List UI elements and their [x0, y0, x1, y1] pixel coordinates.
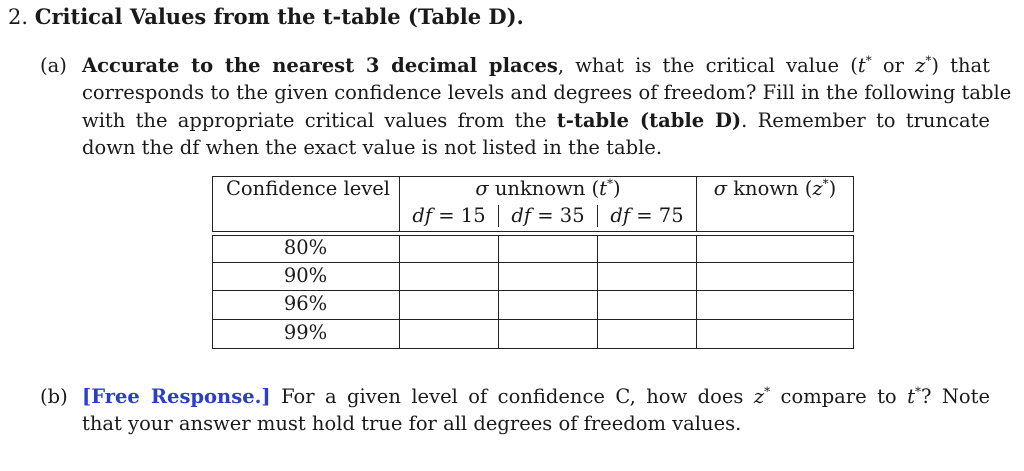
z-star-symbol: z [812, 177, 823, 200]
df-var: df [610, 204, 631, 227]
sigma-symbol: σ [475, 177, 489, 200]
df-var: df [412, 204, 433, 227]
known-text: known ( [727, 177, 813, 200]
star-sup: * [865, 53, 872, 68]
table-rule [696, 235, 697, 349]
star-sup: * [607, 176, 614, 191]
question-heading [8, 3, 524, 31]
row-label-99: 99% [283, 321, 328, 344]
t-star-symbol: t [599, 177, 608, 200]
unknown-text: unknown ( [488, 177, 600, 200]
critical-values-table [212, 176, 854, 349]
sigma-symbol: σ [713, 177, 728, 200]
z-star-symbol: z [753, 385, 765, 408]
df-value: = 15 [438, 204, 486, 227]
t-star-symbol: t [907, 385, 915, 408]
df-var: df [511, 204, 532, 227]
close-paren: ) [613, 177, 621, 200]
df-header-35 [499, 204, 597, 228]
header-sigma-unknown [400, 177, 696, 201]
part-a [40, 52, 1012, 161]
part-a-line1-rest: , what is the critical value ( [557, 54, 858, 77]
compare-text: compare to [770, 385, 908, 408]
part-b [40, 383, 990, 438]
df-value: = 75 [636, 204, 684, 227]
free-response-link[interactable]: [Free Response.] [82, 385, 271, 408]
part-a-line-2: corresponds to the given confidence levels and degrees of freedom? Fill in the following table [82, 81, 1012, 105]
close-paren: ) [828, 177, 837, 200]
row-label-90: 90% [283, 264, 328, 287]
that-text: ) that [931, 54, 990, 77]
part-b-text: For a given level of confidence C, how does [270, 385, 754, 408]
table-rule [498, 235, 499, 349]
part-a-line-4: down the df when the exact value is not listed in the table. [82, 135, 663, 159]
part-a-line-1 [40, 52, 990, 79]
part-b-line-2: that your answer must hold true for all degrees of freedom values. [82, 412, 742, 436]
star-sup: * [914, 384, 921, 399]
df-value: = 35 [537, 204, 585, 227]
line3-end: . Remember to truncate [741, 108, 990, 132]
table-rule [853, 176, 854, 232]
z-star-symbol: z [915, 54, 926, 77]
part-a-bold-intro: Accurate to the nearest 3 decimal places [82, 54, 558, 77]
part-a-label: (a) [40, 54, 67, 77]
table-rule [212, 290, 854, 291]
question-title: Critical Values from the t-table (Table D). [34, 4, 524, 29]
table-rule [212, 262, 854, 263]
or-text: or [871, 54, 916, 77]
note-text: ? Note [920, 385, 990, 408]
header-confidence-level: Confidence level [226, 177, 391, 200]
question-number: 2. [8, 5, 29, 29]
header-sigma-known [697, 177, 853, 201]
line3-start: with the appropriate critical values from the [82, 108, 557, 132]
t-star-symbol: t [857, 54, 866, 77]
table-rule [212, 176, 213, 232]
part-b-line-1 [40, 383, 990, 410]
table-rule [399, 235, 400, 349]
df-header-75 [598, 204, 696, 228]
table-rule [212, 319, 854, 320]
table-rule [212, 231, 854, 232]
table-rule [597, 235, 598, 349]
table-rule [853, 235, 854, 349]
df-header-15 [400, 204, 498, 228]
star-sup: * [764, 384, 771, 399]
star-sup: * [925, 53, 932, 68]
table-rule [212, 348, 854, 349]
star-sup: * [822, 176, 829, 191]
row-label-96: 96% [283, 292, 328, 315]
t-table-bold: t-table (table D) [556, 108, 742, 132]
row-label-80: 80% [283, 236, 328, 259]
part-a-line-3 [40, 107, 990, 134]
part-b-label: (b) [40, 385, 68, 408]
